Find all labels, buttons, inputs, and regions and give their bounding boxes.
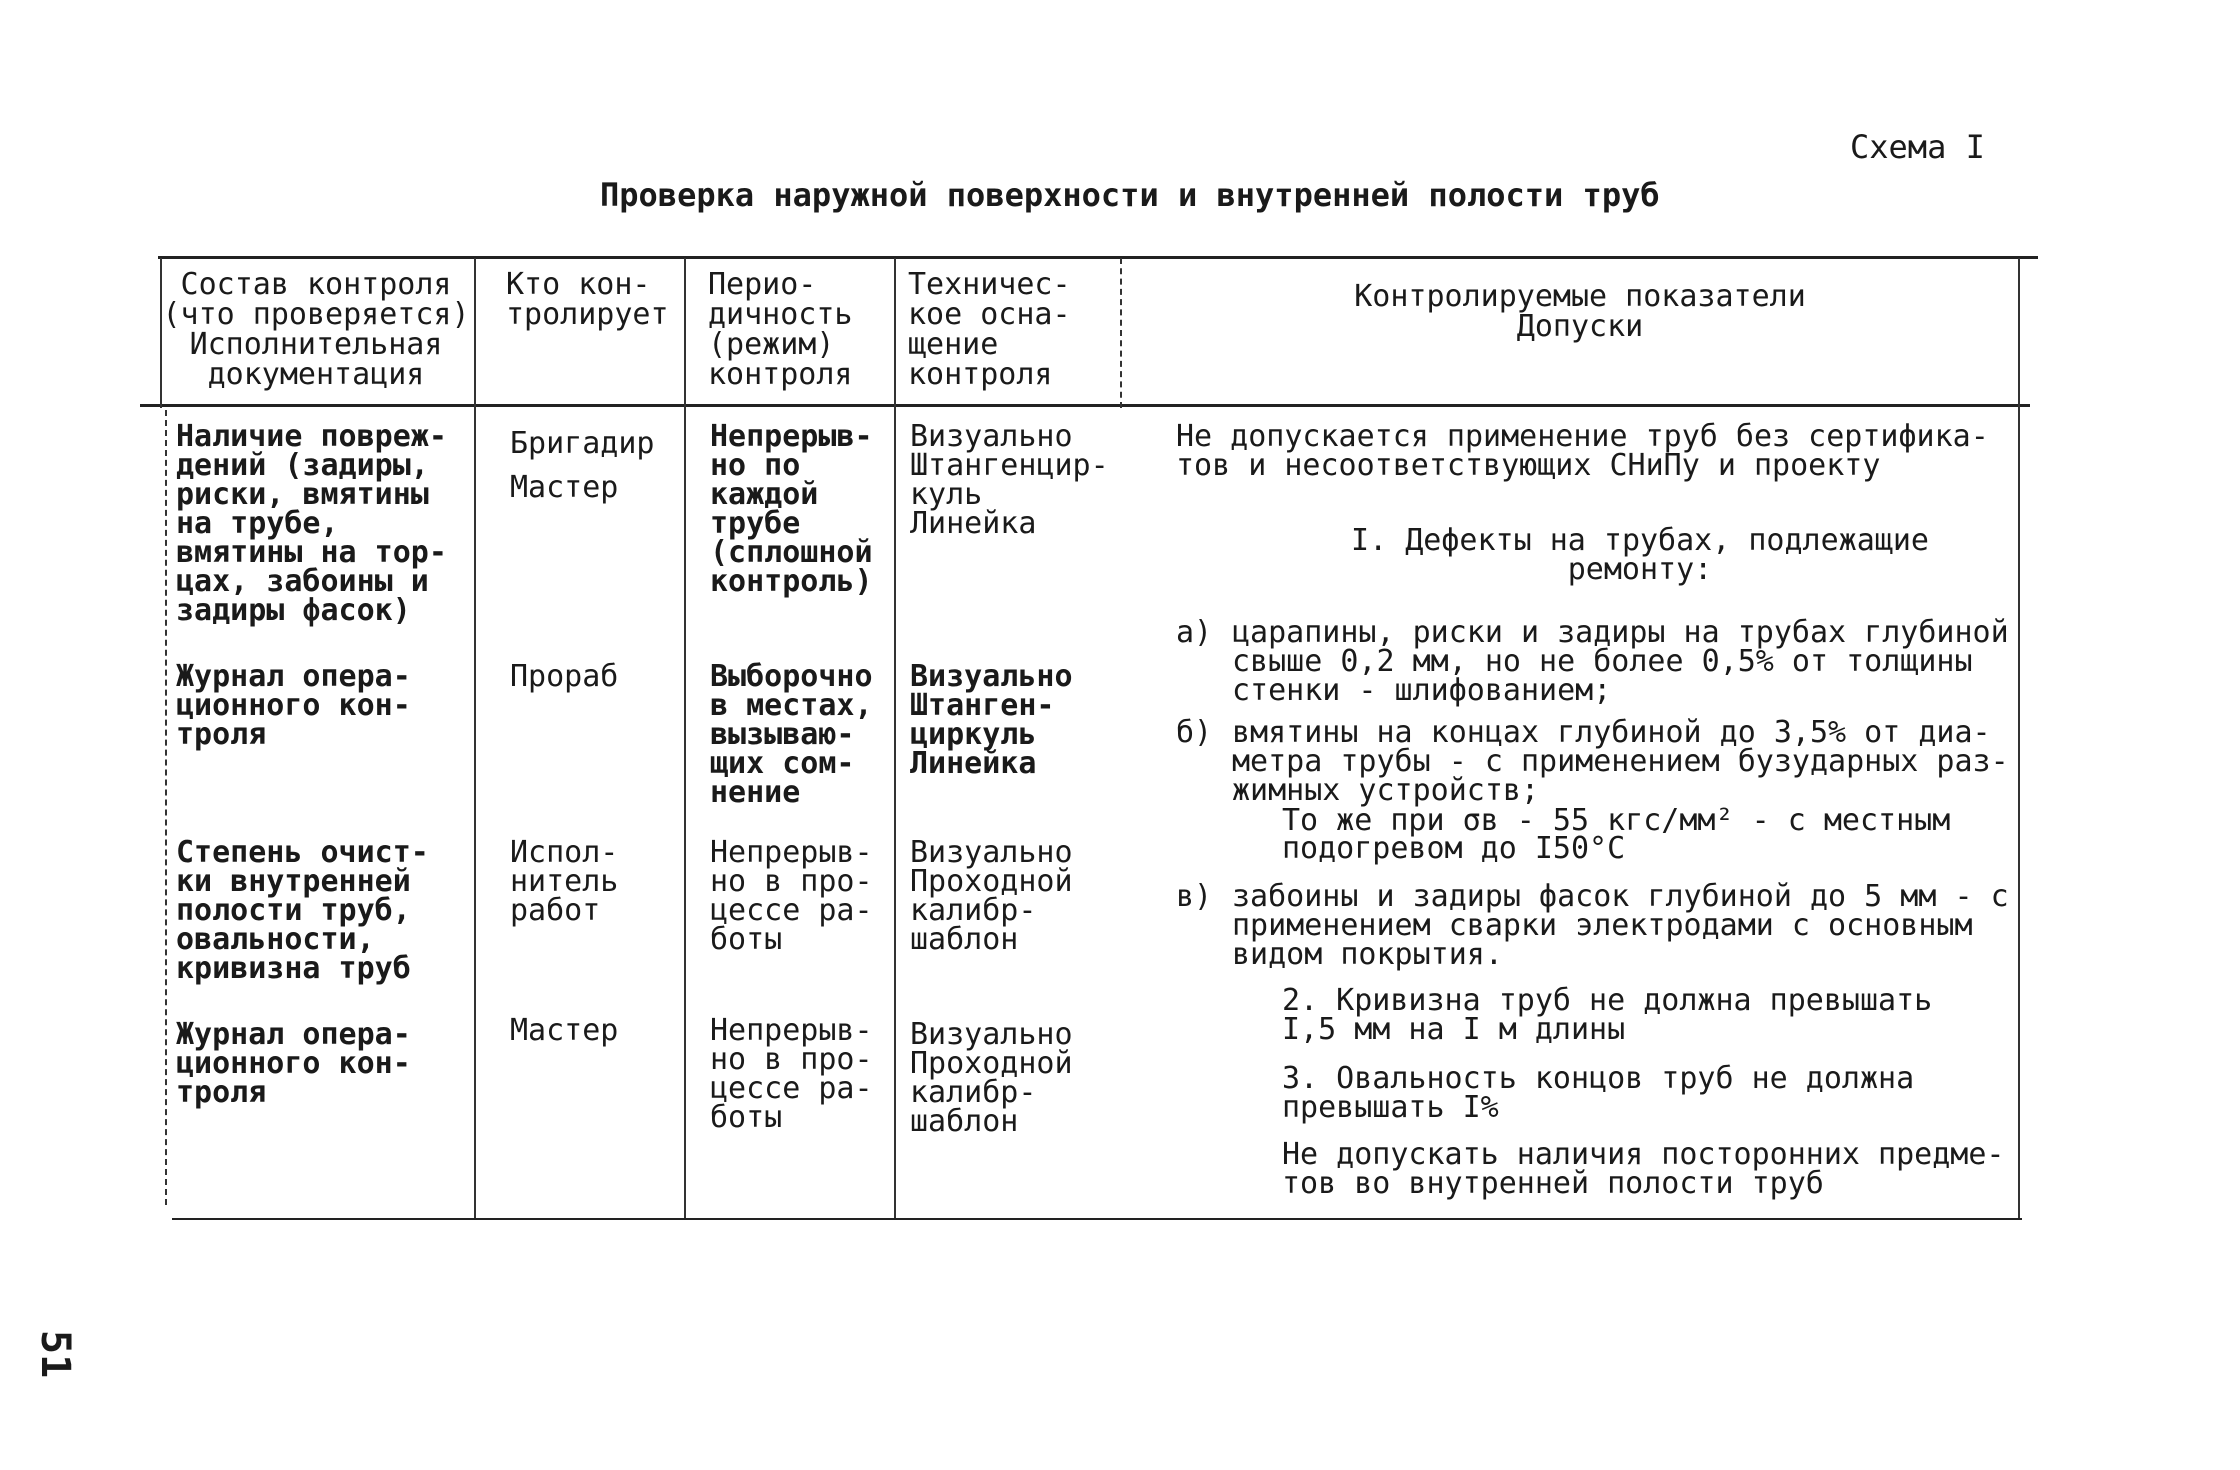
table-top-rule — [158, 256, 2038, 259]
header-composition: Состав контроля (что проверяется) Исполнительная документация — [162, 267, 470, 392]
row2-frequency: Выборочно в местах, вызываю- щих сом- нение — [710, 659, 873, 810]
row1-who: Бригадир Мастер — [510, 426, 655, 505]
row3-frequency: Непрерыв- но в про- цессе ра- боты — [710, 835, 873, 957]
row1-means: Визуально Штангенцир- куль Линейка — [910, 419, 1109, 541]
indicators-item-a: царапины, риски и задиры на трубах глубиной свыше 0,2 мм, но не более 0,5% от толщины стенки - шлифованием; — [1232, 615, 2009, 708]
column-divider — [894, 258, 896, 1218]
indicators-section-1: I. Дефекты на трубах, подлежащие ремонту: — [1351, 523, 1929, 587]
column-divider — [1120, 258, 1122, 408]
row4-composition: Журнал опера- ционного кон- троля — [176, 1017, 411, 1110]
row4-frequency: Непрерыв- но в про- цессе ра- боты — [710, 1013, 873, 1135]
indicators-item-b-extra-2: подогревом до I50°C — [1282, 831, 1626, 866]
header-frequency: Перио- дичность (режим) контроля — [708, 267, 853, 392]
column-divider — [165, 410, 167, 1205]
row3-means: Визуально Проходной калибр- шаблон — [910, 835, 1073, 957]
column-divider — [474, 258, 476, 1218]
indicators-item-c: забоины и задиры фасок глубиной до 5 мм - с применением сварки электродами с основным видом покрытия. — [1232, 879, 2009, 972]
row4-who: Мастер — [510, 1013, 619, 1048]
row3-who: Испол- нитель работ — [510, 835, 619, 928]
row1-composition: Наличие повреж- дений (задиры, риски, вмятины на трубе, вмятины на тор- цах, забоины и задиры фасок) — [176, 419, 447, 628]
column-divider — [2018, 258, 2020, 1218]
indicators-final: Не допускать наличия посторонних предме- тов во внутренней полости труб — [1282, 1137, 2005, 1201]
header-indicators: Контролируемые показатели Допуски — [1354, 279, 1806, 344]
scheme-label: Схема I — [1850, 128, 1985, 166]
header-who: Кто кон- тролирует — [506, 267, 669, 332]
row4-means: Визуально Проходной калибр- шаблон — [910, 1017, 1073, 1139]
page-number: 51 — [32, 1330, 78, 1379]
row3-composition: Степень очист- ки внутренней полости труб, овальности, кривизна труб — [176, 835, 429, 986]
row2-who: Прораб — [510, 659, 619, 694]
indicators-item-b: вмятины на концах глубиной до 3,5% от диа- метра трубы - с применением бузударных раз- жимных устройств; — [1232, 715, 2009, 808]
indicators-section-2: 2. Кривизна труб не должна превышать I,5 мм на I м длины — [1282, 983, 1933, 1047]
table-bottom-rule — [172, 1218, 2022, 1220]
item-a-marker: а) — [1176, 615, 1213, 650]
indicators-section-3: 3. Овальность концов труб не должна превышать I% — [1282, 1061, 1915, 1125]
indicators-item-b-extra-1: То же при σв - 55 кгс/мм² - с местным — [1282, 803, 1951, 838]
indicators-intro: Не допускается применение труб без сертифика- тов и несоответствующих СНиПу и проекту — [1176, 419, 1989, 483]
column-divider — [684, 258, 686, 1218]
header-means: Техничес- кое осна- щение контроля — [908, 267, 1071, 392]
row2-composition: Журнал опера- ционного кон- троля — [176, 659, 411, 752]
item-c-marker: в) — [1176, 879, 1213, 914]
row1-frequency: Непрерыв- но по каждой трубе (сплошной контроль) — [710, 419, 873, 599]
header-bottom-rule — [140, 404, 2030, 407]
row2-means: Визуально Штанген- циркуль Линейка — [910, 659, 1073, 781]
item-b-marker: б) — [1176, 715, 1213, 750]
page-title: Проверка наружной поверхности и внутренней полости труб — [600, 176, 1660, 214]
